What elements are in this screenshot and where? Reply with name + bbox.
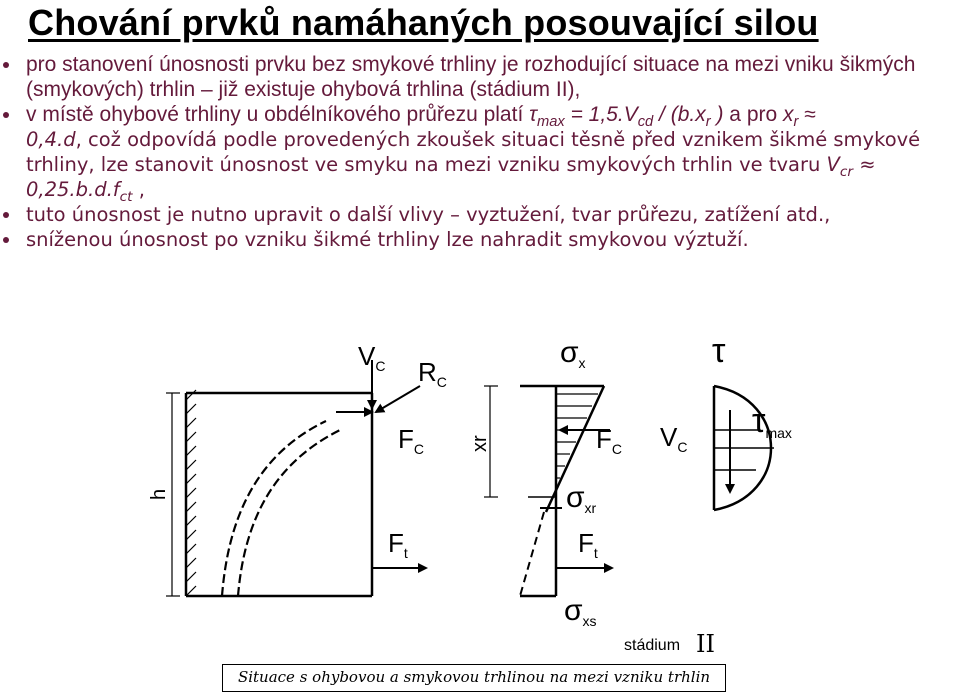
subscript: r [793, 114, 799, 131]
beam-element [148, 341, 447, 596]
subscript: cd [637, 114, 654, 131]
vc-right-label: $V_C$ [660, 422, 688, 455]
crack-line [238, 430, 340, 596]
formula-part: x [783, 103, 794, 126]
fc-mid-label: $F_C$ [596, 424, 623, 457]
approx-symbol: ≈ [798, 103, 816, 126]
formula-part: 0,4.d [26, 128, 76, 151]
page-title: Chování prvků namáhaných posouvající silou [28, 2, 819, 43]
bullet-text: tuto únosnost je nutno upravit o další vlivy – vyztužení, tvar průřezu, zatížení atd., [26, 203, 831, 226]
bullet-text: v místě ohybové trhliny u obdélníkového průřezu platí [26, 103, 530, 126]
stadium-number: II [696, 630, 715, 658]
stadium-label: stádium [624, 637, 681, 654]
tau-symbol: τ [529, 103, 537, 126]
bullet-text: , což odpovídá podle provedených zkoušek situaci těsně před vznikem šikmé smykové trhliny, lze stanovit únosnost ve smyku na mezi vzniku smykových trhlin ve tvaru [26, 128, 921, 176]
sigma-xs-label: $\sigma_{xs}$ [564, 594, 597, 629]
rc-label: $R_C$ [418, 357, 447, 390]
subscript: cr [839, 163, 853, 180]
formula-part: / (b.x [653, 103, 706, 126]
h-label: h [148, 488, 170, 500]
subscript: ct [119, 188, 133, 205]
bullet-text: pro stanovení únosnosti prvku bez smykové trhliny je rozhodující situace na mezi vniku šikmých (smykových) trhlin – již existuje ohybová trhlina (stádium II), [26, 53, 916, 101]
vc-label: $V_C$ [358, 341, 386, 374]
figure-caption: Situace s ohybovou a smykovou trhlinou na mezi vzniku trhlin [222, 664, 726, 692]
sigma-x-label: $\sigma_x$ [560, 336, 586, 371]
formula-part: = 1,5.V [564, 103, 638, 126]
tau-label: τ [712, 332, 726, 370]
fc-label: $F_C$ [398, 424, 425, 457]
sigma-xr-label: $\sigma_{xr}$ [566, 481, 597, 516]
bullet-text: a pro [723, 103, 784, 126]
subscript: max [536, 114, 565, 131]
ft-label: $F_t$ [388, 528, 408, 561]
shear-distribution [660, 332, 792, 510]
bullet-text: , [132, 178, 145, 201]
ft-mid-label: $F_t$ [578, 528, 598, 561]
tau-max-label: τmax [752, 402, 792, 441]
formula-part: ) [710, 103, 724, 126]
formula-part: V [826, 153, 840, 176]
subscript: r [705, 114, 711, 131]
bullet-text: sníženou únosnost po vzniku šikmé trhliny lze nahradit smykovou výztuží. [26, 228, 749, 251]
xr-label: xr [469, 435, 491, 452]
formula-part: ≈ 0,25.b.d.f [26, 153, 876, 201]
stress-distribution [469, 336, 622, 629]
